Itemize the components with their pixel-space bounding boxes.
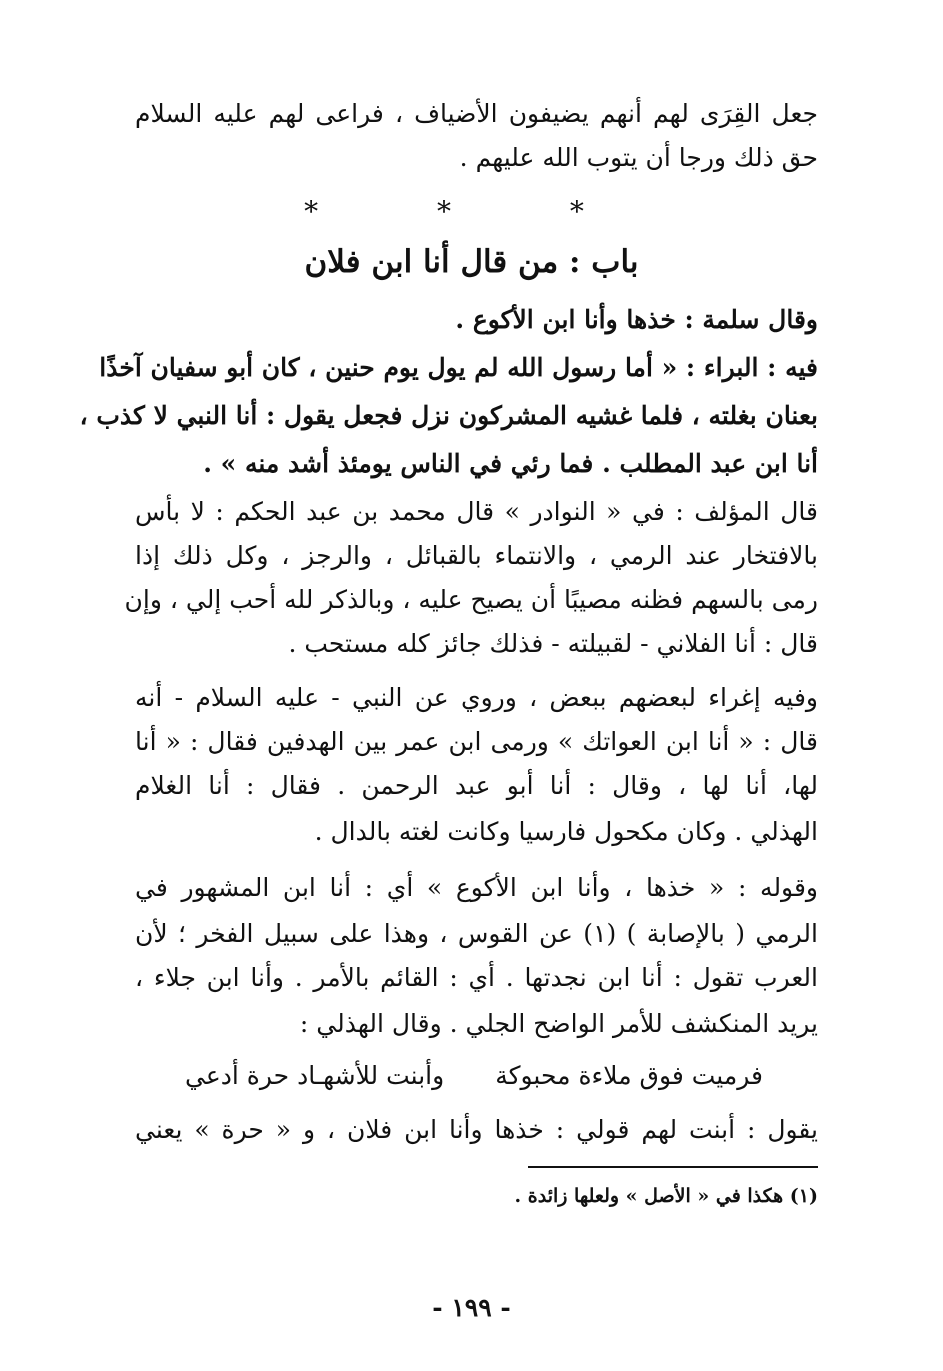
footnote: (١) هكذا في « الأصل » ولعلها زائدة .	[514, 1185, 818, 1207]
paragraph-3-line-2: الرمي ( بالإصابة ) (١) عن القوس ، وهذا على سبيل الفخر ؛ لأن	[135, 919, 818, 948]
page-number: - ١٩٩ -	[432, 1293, 511, 1322]
paragraph-2-line-4: الهذلي . وكان مكحول فارسيا وكانت لغته بالدال .	[314, 817, 818, 846]
intro-line-1: جعل القِرَى لهم أنهم يضيفون الأضياف ، فراعى لهم عليه السلام	[135, 99, 818, 128]
paragraph-1-line-3: رمى بالسهم فظنه مصيبًا أن يصيح عليه ، وبالذكر لله أحب إلي ، وإن	[124, 585, 818, 614]
paragraph-3-line-3: العرب تقول : أنا ابن نجدتها . أي : القائم بالأمر . وأنا ابن جلاء ،	[135, 963, 818, 992]
closing-line: يقول : أبنت لهم قولي : خذها وأنا ابن فلان ، و « حرة » يعني	[135, 1115, 818, 1144]
footnote-divider	[528, 1166, 818, 1168]
verse-second-hemistich: وأبنت للأشهـاد حرة أدعي	[185, 1061, 445, 1090]
paragraph-3-line-1: وقوله : « خذها ، وأنا ابن الأكوع » أي : أنا ابن المشهور في	[135, 873, 818, 902]
poetry-verse	[180, 1054, 763, 1098]
paragraph-1-line-2: بالافتخار عند الرمي ، والانتماء بالقبائل ، والرجز ، وكل ذلك إذا	[135, 541, 818, 570]
hadith-line-3: أنا ابن عبد المطلب . فما رئي في الناس يومئذ أشد منه » .	[203, 449, 818, 478]
paragraph-1-line-4: قال : أنا الفلاني - لقبيلته - فذلك جائز كله مستحب .	[288, 629, 818, 658]
verse-first-hemistich: فرميت فوق ملاءة محبوكة	[495, 1061, 763, 1090]
hadith-line-1: فيه : البراء : « أما رسول الله لم يول يوم حنين ، كان أبو سفيان آخذًا	[99, 353, 818, 382]
paragraph-2-line-3: لها، أنا لها ، وقال : أنا أبو عبد الرحمن . فقال : أنا الغلام	[135, 771, 818, 800]
chapter-title: باب : من قال أنا ابن فلان	[304, 244, 639, 280]
hadith-line-2: بعنان بغلته ، فلما غشيه المشركون نزل فجعل يقول : أنا النبي لا كذب ،	[79, 401, 818, 430]
hadith-heading-line: وقال سلمة : خذها وأنا ابن الأكوع .	[455, 305, 818, 334]
section-separator: * * *	[304, 195, 639, 228]
paragraph-1-line-1: قال المؤلف : في « النوادر » قال محمد بن عبد الحكم : لا بأس	[135, 497, 818, 526]
intro-line-2: حق ذلك ورجا أن يتوب الله عليهم .	[459, 143, 818, 172]
paragraph-2-line-1: وفيه إغراء لبعضهم ببعض ، وروي عن النبي - عليه السلام - أنه	[135, 683, 818, 712]
paragraph-3-line-4: يريد المنكشف للأمر الواضح الجلي . وقال الهذلي :	[299, 1009, 818, 1038]
paragraph-2-line-2: قال : « أنا ابن العواتك » ورمى ابن عمر بين الهدفين فقال : « أنا	[135, 727, 818, 756]
